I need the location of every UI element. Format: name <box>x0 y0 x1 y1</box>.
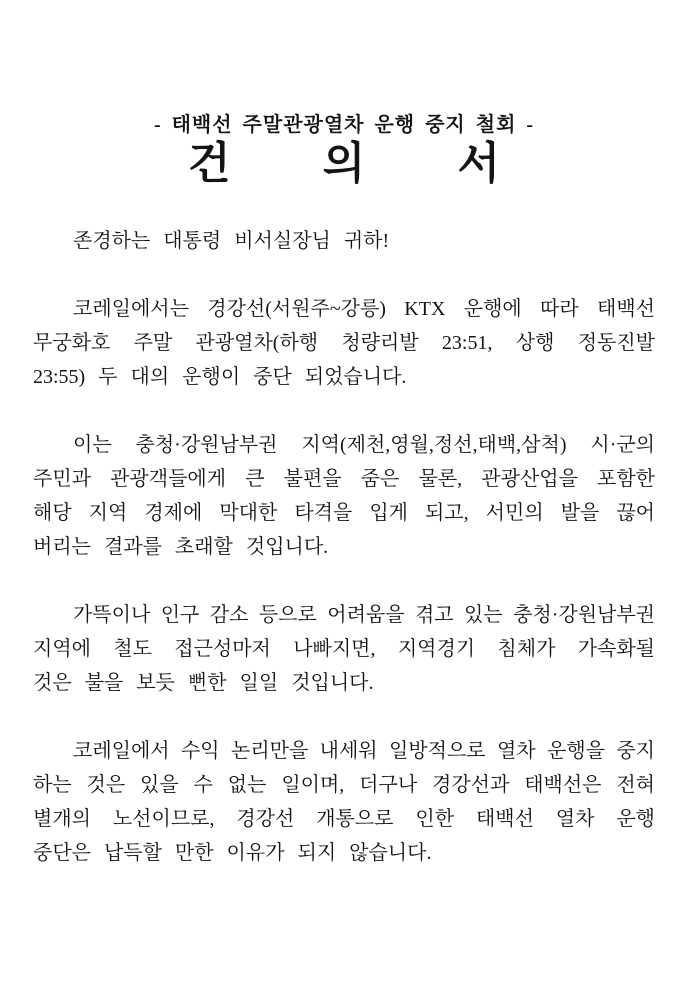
text-line: 코레일에서는 경강선(서원주~강릉) KTX 운행에 따라 태백선 <box>73 298 655 320</box>
text-line: 이는 충청·강원남부권 지역(제천,영월,정선,태백,삼척) 시·군의 <box>73 434 655 456</box>
text-line: 주민과 관광객들에게 큰 불편을 줌은 물론, 관광산업을 포함한 <box>33 468 655 490</box>
text-line: 것은 불을 보듯 뻔한 일일 것입니다. <box>33 672 374 694</box>
text-line: 23:55) 두 대의 운행이 중단 되었습니다. <box>33 366 407 388</box>
text-line: 해당 지역 경제에 막대한 타격을 입게 되고, 서민의 발을 끊어 <box>33 502 655 524</box>
text-line: 별개의 노선이므로, 경강선 개통으로 인한 태백선 열차 운행 <box>33 808 655 830</box>
document-subtitle: - 태백선 주말관광열차 운행 중지 철회 - <box>153 114 535 136</box>
title-char-3: 서 <box>457 139 500 188</box>
title-char-1: 건 <box>188 139 231 188</box>
text-line: 지역에 철도 접근성마저 나빠지면, 지역경기 침체가 가속화될 <box>33 638 655 660</box>
paragraph-2 <box>33 428 655 564</box>
paragraph-4 <box>33 734 655 870</box>
paragraph-1 <box>33 292 655 394</box>
text-line: 무궁화호 주말 관광열차(하행 청량리발 23:51, 상행 정동진발 <box>33 332 655 354</box>
document-title <box>188 140 500 188</box>
text-line: 하는 것은 있을 수 없는 일이며, 더구나 경강선과 태백선은 전혀 <box>33 774 655 796</box>
greeting-line: 존경하는 대통령 비서실장님 귀하! <box>73 230 390 252</box>
text-line: 중단은 납득할 만한 이유가 되지 않습니다. <box>33 842 432 864</box>
text-line: 코레일에서 수익 논리만을 내세워 일방적으로 열차 운행을 중지 <box>73 740 655 762</box>
text-line: 가뜩이나 인구 감소 등으로 어려움을 겪고 있는 충청·강원남부권 <box>73 604 655 626</box>
paragraph-3 <box>33 598 655 700</box>
text-line: 버리는 결과를 초래할 것입니다. <box>33 536 329 558</box>
title-char-2: 의 <box>322 139 366 188</box>
